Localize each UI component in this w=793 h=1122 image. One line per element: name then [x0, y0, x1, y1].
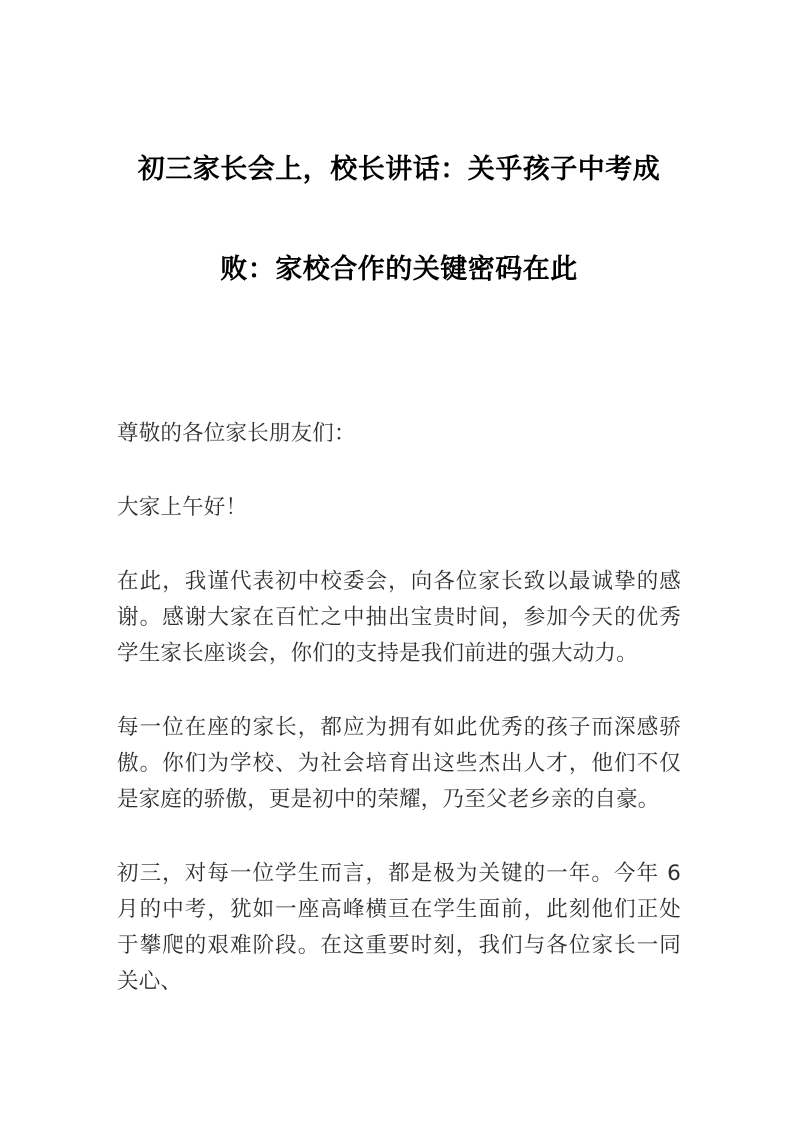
title-line-2: 败：家校合作的关键密码在此: [220, 254, 578, 285]
page-title: [117, 0, 681, 320]
paragraph-grade-nine: 初三，对每一位学生而言，都是极为关键的一年。今年 6 月的中考，犹如一座高峰横亘在学生面前，此刻他们正处于攀爬的艰难阶段。在这重要时刻，我们与各位家长一同关心、: [117, 861, 681, 994]
paragraph-thanks: 在此，我谨代表初中校委会，向各位家长致以最诚挚的感谢。感谢大家在百忙之中抽出宝贵时间，参加今天的优秀学生家长座谈会，你们的支持是我们前进的强大动力。: [117, 569, 681, 666]
document-body: [117, 416, 681, 1000]
paragraph-greeting: 大家上午好！: [117, 495, 248, 520]
title-line-1: 初三家长会上，校长讲话：关乎孩子中考成: [137, 154, 661, 185]
paragraph-pride: 每一位在座的家长，都应为拥有如此优秀的孩子而深感骄傲。你们为学校、为社会培育出这些杰出人才，他们不仅是家庭的骄傲，更是初中的荣耀，乃至父老乡亲的自豪。: [117, 715, 681, 812]
document-content: [117, 0, 681, 1000]
paragraph-salutation: 尊敬的各位家长朋友们：: [117, 421, 356, 446]
